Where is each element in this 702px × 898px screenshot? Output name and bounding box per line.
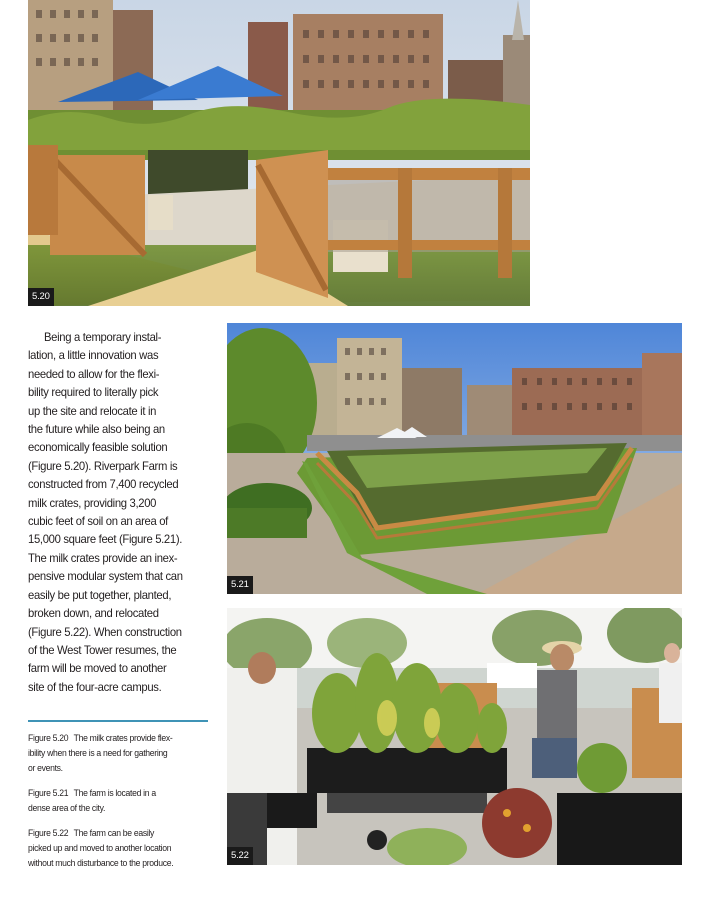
figure-5-20-photo — [28, 0, 530, 306]
caption-label: Figure 5.22 — [28, 828, 69, 839]
caption-5-21 — [28, 786, 199, 816]
caption-text: The farm is located in a dense area of the city. — [28, 788, 156, 814]
figure-number-label: 5.20 — [28, 288, 54, 306]
caption-5-22 — [28, 826, 199, 871]
figure-5-21-photo — [227, 323, 682, 594]
figure-number-label: 5.21 — [227, 576, 253, 594]
figure-number-label: 5.22 — [227, 847, 253, 865]
moving-crates-image — [227, 608, 682, 865]
caption-5-20 — [28, 731, 199, 776]
figure-5-22-photo — [227, 608, 682, 865]
rooftop-gate-image — [28, 0, 530, 306]
caption-rule — [28, 720, 208, 722]
caption-text: The milk crates provide flex- ibility when there is a need for gathering or events. — [28, 733, 173, 774]
caption-label: Figure 5.20 — [28, 733, 69, 744]
caption-label: Figure 5.21 — [28, 788, 69, 799]
caption-text: The farm can be easily picked up and moved to another location without much disturbance to the produce. — [28, 828, 174, 869]
body-paragraph: Being a temporary instal- lation, a little innovation was needed to allow for the flexi- bility required to literally pick up the site and relocate it in the future while also being an economically feasible solution (Figure 5.20). Riverpark Farm is constructed from 7,400 recycled milk crates, providing 3,200 cubic feet of soil on an area of 15,000 square feet (Figure 5.21). The milk crates provide an inex- pensive modular system that can easily be put together, planted, broken down, and relocated (Figure 5.22). When construction of the West Tower resumes, the farm will be moved to another site of the four-acre campus. — [28, 330, 183, 694]
figure-captions — [28, 731, 199, 881]
city-farm-image — [227, 323, 682, 594]
